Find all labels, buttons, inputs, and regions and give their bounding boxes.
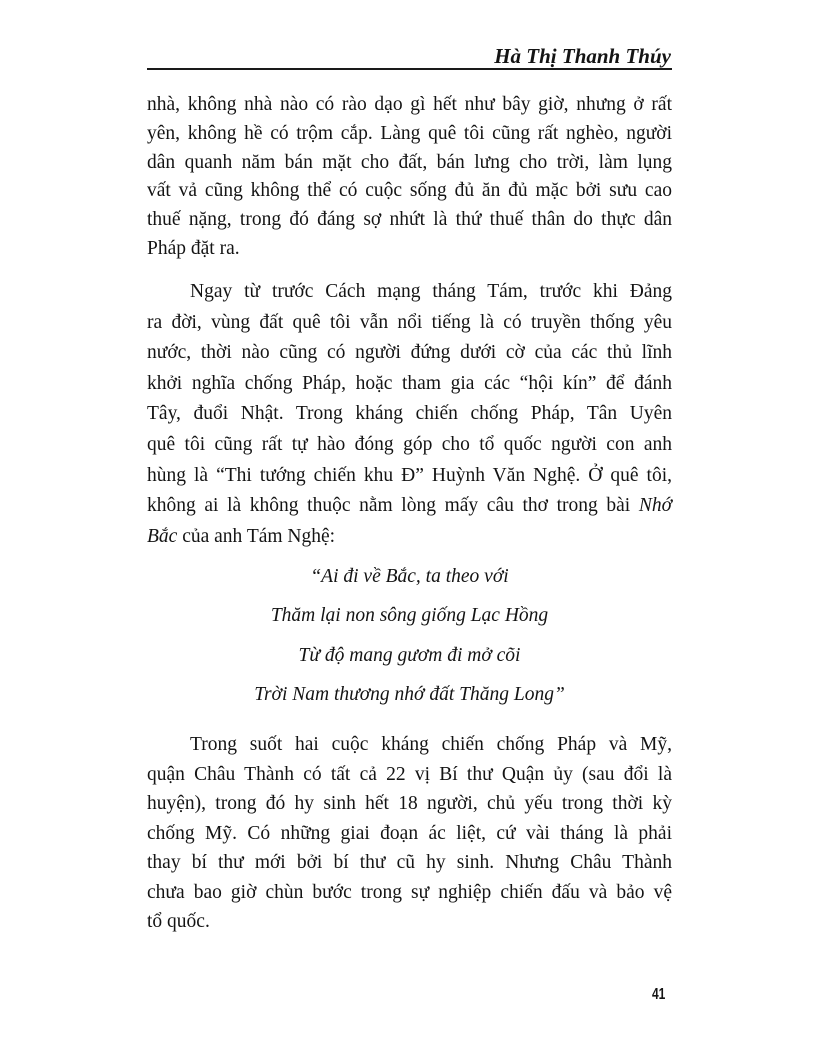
text-line: Trong suốt hai cuộc kháng chiến chống Pháp và Mỹ, (190, 734, 672, 755)
poem-title-part: Nhớ (638, 495, 672, 517)
page-number: 41 (652, 986, 666, 1003)
header-rule (147, 68, 672, 70)
text-line: tổ quốc. (147, 911, 210, 932)
text-line: quận Châu Thành có tất cả 22 vị Bí thư Quận ủy (sau đổi là (147, 763, 672, 785)
text-line: nhà, không nhà nào có rào dạo gì hết như bây giờ, nhưng ở rất (147, 94, 672, 115)
text-line: Ngay từ trước Cách mạng tháng Tám, trước khi Đảng (190, 281, 672, 302)
text-segment: không ai là không thuộc nằm lòng mấy câu thơ trong bài (147, 495, 639, 517)
text-segment: của anh Tám Nghệ: (177, 525, 336, 547)
text-line: khởi nghĩa chống Pháp, hoặc tham gia các “hội kín” để đánh (147, 372, 672, 394)
text-line: yên, không hề có trộm cắp. Làng quê tôi cũng rất nghèo, người (147, 122, 672, 144)
poem-line: Từ độ mang gươm đi mở cõi (298, 644, 521, 666)
poem-quote (147, 557, 672, 714)
poem-title-part: Bắc (147, 525, 178, 547)
text-line: huyện), trong đó hy sinh hết 18 người, chủ yếu trong thời kỳ (147, 793, 672, 814)
text-line: thuế nặng, trong đó đáng sợ nhứt là thứ thuế thân do thực dân (147, 209, 672, 231)
text-line: dân quanh năm bán mặt cho đất, bán lưng cho trời, làm lụng (147, 151, 672, 173)
poem-line: “Ai đi về Bắc, ta theo với (310, 566, 509, 587)
text-line: ra đời, vùng đất quê tôi vẫn nổi tiếng là có truyền thống yêu (147, 311, 672, 333)
paragraph-3 (147, 730, 672, 937)
text-line: quê tôi cũng rất tự hào đóng góp cho tổ quốc người con anh (147, 433, 672, 455)
paragraph-2 (147, 277, 672, 552)
running-header-author: Hà Thị Thanh Thúy (490, 44, 671, 68)
text-line: thay bí thư mới bởi bí thư cũ hy sinh. Nhưng Châu Thành (147, 852, 672, 873)
text-line (147, 491, 672, 522)
text-line: vất vả cũng không thể có cuộc sống đủ ăn đủ mặc bởi sưu cao (147, 180, 672, 202)
text-line: Pháp đặt ra. (147, 237, 240, 259)
poem-line: Thăm lại non sông giống Lạc Hồng (270, 605, 549, 627)
paragraph-1 (147, 91, 672, 264)
text-line: hùng là “Thi tướng chiến khu Đ” Huỳnh Văn Nghệ. Ở quê tôi, (147, 464, 672, 486)
text-line: chống Mỹ. Có những giai đoạn ác liệt, cứ vài tháng là phải (147, 822, 672, 844)
poem-line: Trời Nam thương nhớ đất Thăng Long” (254, 683, 565, 705)
text-line: nước, thời nào cũng có người đứng dưới cờ của các thủ lĩnh (147, 342, 672, 364)
text-line: chưa bao giờ chùn bước trong sự nghiệp chiến đấu và bảo vệ (147, 881, 672, 903)
text-line (147, 522, 672, 553)
text-line: Tây, đuổi Nhật. Trong kháng chiến chống Pháp, Tân Uyên (147, 403, 672, 425)
